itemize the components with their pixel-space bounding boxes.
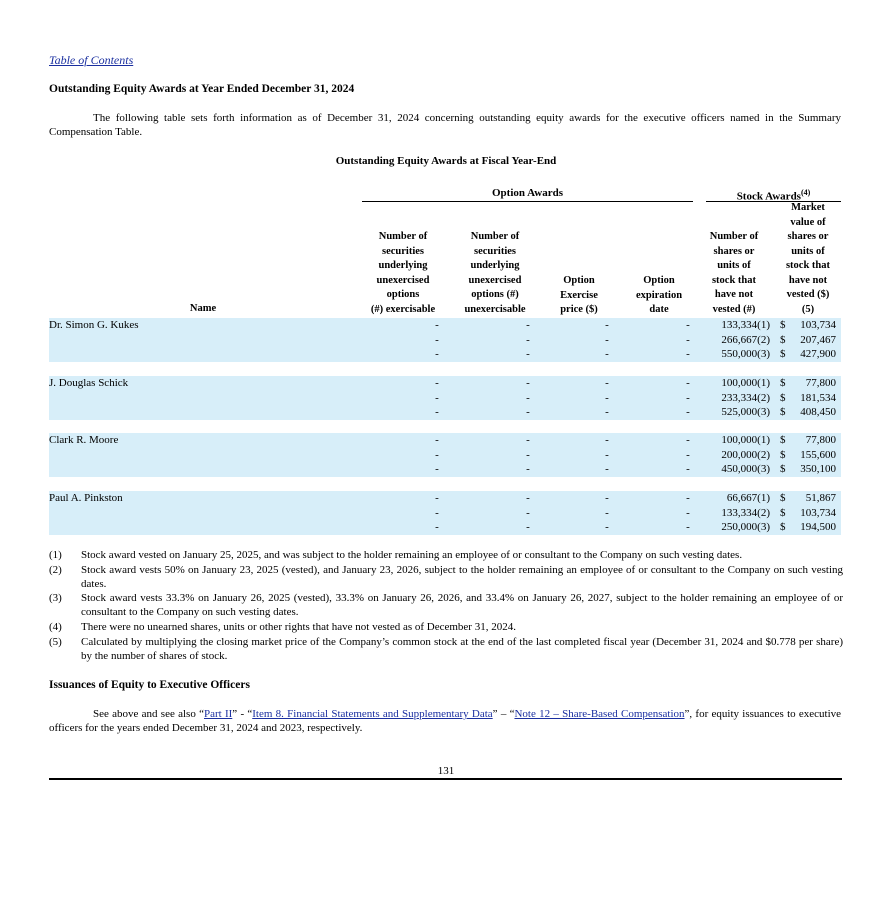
header-line: Exercise xyxy=(560,289,598,301)
shares-not-vested-value: 66,667(1) xyxy=(726,492,770,504)
header-line: stock that xyxy=(785,260,831,271)
shares-not-vested-value: 250,000(3) xyxy=(721,521,770,533)
footnote-text: Stock award vests 33.3% on January 26, 2025 (vested), 33.3% on January 26, 2026, and 33.4% on January 26, 2027, subject to the holder remaining an employee of or consultant to the Company on such vesting dates. xyxy=(81,592,843,618)
header-line: (#) exercisable xyxy=(370,303,436,315)
empty-value-dash: - xyxy=(435,506,439,519)
empty-value-dash: - xyxy=(435,333,439,346)
currency-symbol: $ xyxy=(780,391,786,404)
empty-value-dash: - xyxy=(435,448,439,461)
header-line: expiration xyxy=(635,289,683,301)
empty-value-dash: - xyxy=(605,319,609,331)
table-title: Outstanding Equity Awards at Fiscal Year-End xyxy=(335,155,557,167)
footnote-text: There were no unearned shares, units or other rights that have not vested as of December 31, 2024. xyxy=(81,621,516,633)
empty-value-dash: - xyxy=(526,391,530,404)
shares-not-vested-value: 100,000(1) xyxy=(721,377,770,389)
header-line: Option xyxy=(563,275,595,286)
footnote-text: Stock award vests 50% on January 23, 2025 (vested), and January 23, 2026, subject to the holder remaining an employee of or consultant to the Company on such vesting dates. xyxy=(81,564,843,590)
header-line: price ($) xyxy=(560,304,598,315)
shares-not-vested-value: 525,000(3) xyxy=(721,406,770,418)
shares-not-vested-value: 200,000(2) xyxy=(721,448,770,461)
header-line: securities xyxy=(382,245,424,257)
empty-value-dash: - xyxy=(526,521,530,533)
empty-value-dash: - xyxy=(435,521,439,533)
header-line: units of xyxy=(791,245,825,257)
empty-value-dash: - xyxy=(686,319,690,331)
empty-value-dash: - xyxy=(435,377,439,389)
issuances-suffix: ”, for equity issuances to executive officers for the years ended December 31, 2024 and 2023, respectively. xyxy=(49,708,842,734)
header-line: Option xyxy=(643,275,675,286)
col-header-exercisable xyxy=(362,230,444,317)
empty-value-dash: - xyxy=(435,434,439,446)
col-header-shares-not-vested xyxy=(700,230,768,317)
footnote-text: Calculated by multiplying the closing market price of the Company’s common stock at the end of the last completed fiscal year (December 31, 2024 and $0.778 per share) by the number of shares of stock. xyxy=(81,636,843,662)
empty-value-dash: - xyxy=(686,434,690,446)
header-line: options (#) xyxy=(471,289,519,300)
stock-awards-footnote-ref: (4) xyxy=(800,188,811,197)
empty-value-dash: - xyxy=(526,506,530,519)
empty-value-dash: - xyxy=(526,377,530,389)
header-line: Market xyxy=(791,202,825,213)
item-8-link[interactable]: Item 8. Financial Statements and Supplementary Data xyxy=(252,708,493,720)
currency-symbol: $ xyxy=(780,377,786,389)
header-line: unexercised xyxy=(376,274,430,286)
header-line: value of xyxy=(790,216,826,228)
header-line: shares or xyxy=(787,231,829,242)
shares-not-vested-value: 450,000(3) xyxy=(721,463,770,475)
empty-value-dash: - xyxy=(435,492,439,504)
executive-name: J. Douglas Schick xyxy=(49,377,129,389)
market-value-value: 181,534 xyxy=(800,391,836,404)
stock-awards-label: Stock Awards xyxy=(736,190,801,203)
section-title: Outstanding Equity Awards at Year Ended December 31, 2024 xyxy=(49,83,355,95)
currency-symbol: $ xyxy=(780,521,786,533)
executive-name: Dr. Simon G. Kukes xyxy=(49,319,139,331)
market-value-value: 207,467 xyxy=(800,333,836,346)
header-line: shares or xyxy=(713,245,755,257)
currency-symbol: $ xyxy=(780,348,786,360)
empty-value-dash: - xyxy=(686,406,690,418)
market-value-value: 427,900 xyxy=(800,348,836,360)
empty-value-dash: - xyxy=(605,434,609,446)
currency-symbol: $ xyxy=(780,319,786,331)
footnote-number: (5) xyxy=(49,636,62,648)
shares-not-vested-value: 233,334(2) xyxy=(721,391,770,404)
header-line: vested (#) xyxy=(712,303,756,315)
empty-value-dash: - xyxy=(526,348,530,360)
header-line: Number of xyxy=(378,231,428,242)
market-value-value: 350,100 xyxy=(800,463,836,475)
page-number: 131 xyxy=(437,765,455,777)
footnote-number: (2) xyxy=(49,564,62,576)
empty-value-dash: - xyxy=(686,391,690,404)
issuances-paragraph xyxy=(49,707,841,735)
empty-value-dash: - xyxy=(435,391,439,404)
issuances-title: Issuances of Equity to Executive Officers xyxy=(49,679,250,691)
empty-value-dash: - xyxy=(605,492,609,504)
header-line: (5) xyxy=(801,303,815,315)
empty-value-dash: - xyxy=(686,492,690,504)
market-value-value: 77,800 xyxy=(805,434,836,446)
col-header-unexercisable xyxy=(455,230,535,317)
header-line: stock that xyxy=(711,274,757,286)
currency-symbol: $ xyxy=(780,333,786,346)
empty-value-dash: - xyxy=(605,348,609,360)
intro-paragraph: The following table sets forth information as of December 31, 2024 concerning outstanding equity awards for the executive officers named in the Summary Compensation Table. xyxy=(49,112,841,138)
shares-not-vested-value: 133,334(1) xyxy=(721,319,770,331)
header-line: unexercisable xyxy=(464,303,526,315)
empty-value-dash: - xyxy=(605,333,609,346)
empty-value-dash: - xyxy=(686,348,690,360)
empty-value-dash: - xyxy=(686,448,690,461)
market-value-value: 103,734 xyxy=(800,506,836,519)
header-line: date xyxy=(649,304,669,315)
empty-value-dash: - xyxy=(605,521,609,533)
empty-value-dash: - xyxy=(686,463,690,475)
currency-symbol: $ xyxy=(780,434,786,446)
empty-value-dash: - xyxy=(605,506,609,519)
empty-value-dash: - xyxy=(605,448,609,461)
market-value-value: 408,450 xyxy=(800,406,836,418)
empty-value-dash: - xyxy=(435,348,439,360)
executive-name: Paul A. Pinkston xyxy=(49,492,123,504)
empty-value-dash: - xyxy=(605,377,609,389)
note-12-link[interactable]: Note 12 – Share-Based Compensation xyxy=(514,708,685,720)
empty-value-dash: - xyxy=(526,463,530,475)
header-line: securities xyxy=(474,245,516,257)
market-value-value: 77,800 xyxy=(805,377,836,389)
empty-value-dash: - xyxy=(526,434,530,446)
market-value-value: 155,600 xyxy=(800,448,836,461)
executive-name: Clark R. Moore xyxy=(49,434,119,446)
empty-value-dash: - xyxy=(605,463,609,475)
currency-symbol: $ xyxy=(780,448,786,461)
option-awards-header: Option Awards xyxy=(491,187,563,199)
footnote-number: (4) xyxy=(49,621,62,633)
currency-symbol: $ xyxy=(780,463,786,475)
col-header-name: Name xyxy=(189,303,217,314)
market-value-value: 103,734 xyxy=(800,319,836,331)
header-line: underlying xyxy=(378,260,428,271)
issuances-prefix: See above and see also “ xyxy=(93,708,204,720)
header-line: units of xyxy=(717,260,751,271)
footnote-number: (1) xyxy=(49,549,62,561)
footnote-number: (3) xyxy=(49,592,62,604)
currency-symbol: $ xyxy=(780,506,786,519)
part-ii-link[interactable]: Part II xyxy=(203,708,233,720)
empty-value-dash: - xyxy=(686,377,690,389)
empty-value-dash: - xyxy=(435,319,439,331)
empty-value-dash: - xyxy=(605,406,609,418)
header-line: options xyxy=(386,289,420,300)
shares-not-vested-value: 266,667(2) xyxy=(721,333,770,346)
empty-value-dash: - xyxy=(435,406,439,418)
header-line: have not xyxy=(714,289,754,300)
header-line: Number of xyxy=(709,231,759,242)
header-line: unexercised xyxy=(468,274,522,286)
currency-symbol: $ xyxy=(780,492,786,504)
header-line: Number of xyxy=(470,231,520,242)
currency-symbol: $ xyxy=(780,406,786,418)
shares-not-vested-value: 100,000(1) xyxy=(721,434,770,446)
empty-value-dash: - xyxy=(686,506,690,519)
col-header-market-value xyxy=(774,201,842,317)
table-of-contents-link[interactable]: Table of Contents xyxy=(49,53,134,67)
issuances-mid1: ” - “ xyxy=(232,708,253,720)
shares-not-vested-value: 133,334(2) xyxy=(721,506,770,519)
col-header-expiration xyxy=(626,274,692,318)
empty-value-dash: - xyxy=(435,463,439,475)
footnote-text: Stock award vested on January 25, 2025, and was subject to the holder remaining an employee of or consultant to the Company on such vesting dates. xyxy=(81,549,743,561)
header-line: have not xyxy=(788,274,828,286)
empty-value-dash: - xyxy=(526,406,530,418)
header-line: underlying xyxy=(470,260,520,271)
empty-value-dash: - xyxy=(526,333,530,346)
option-awards-rule xyxy=(362,201,693,202)
empty-value-dash: - xyxy=(526,319,530,331)
market-value-value: 194,500 xyxy=(800,521,836,533)
issuances-mid2: ” – “ xyxy=(492,708,515,720)
empty-value-dash: - xyxy=(526,492,530,504)
empty-value-dash: - xyxy=(686,333,690,346)
header-line: vested ($) xyxy=(786,289,830,300)
col-header-exercise-price xyxy=(548,274,610,318)
shares-not-vested-value: 550,000(3) xyxy=(721,348,770,360)
market-value-value: 51,867 xyxy=(805,492,836,504)
empty-value-dash: - xyxy=(686,521,690,533)
empty-value-dash: - xyxy=(605,391,609,404)
page-bottom-rule xyxy=(49,778,842,780)
empty-value-dash: - xyxy=(526,448,530,461)
